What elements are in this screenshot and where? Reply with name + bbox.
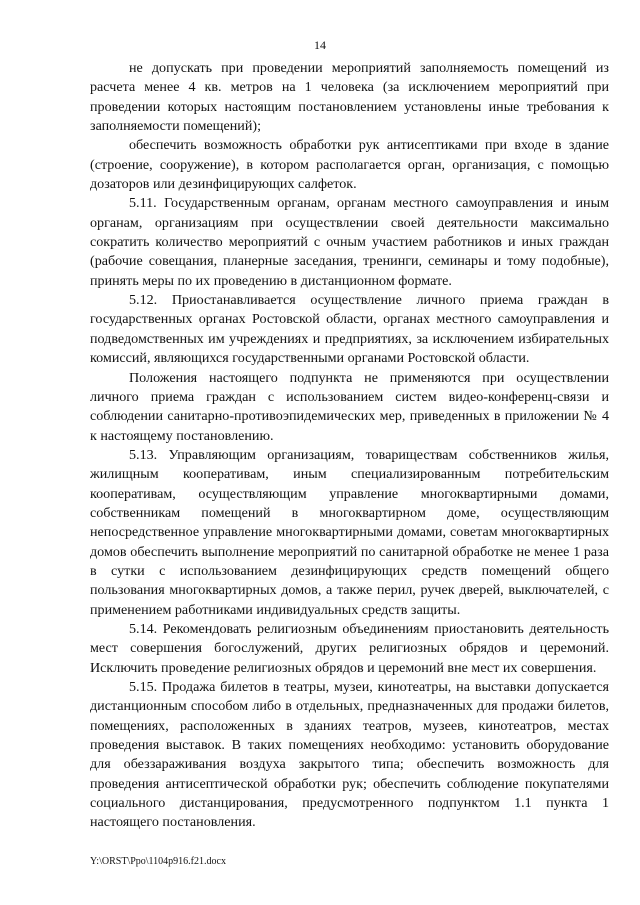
footer-file-path: Y:\ORST\Ppo\1104p916.f21.docx <box>90 856 226 867</box>
page-number: 14 <box>314 38 326 52</box>
paragraph-5-13: 5.13. Управляющим организациям, товариществам собственников жилья, жилищным кооперативам, иным специализированным потребительским кооперативам, осуществляющим управление многоквартирными домами, собственникам помещений в многоквартирном доме, осуществляющим непосредственное управление многоквартирными домами, советам многоквартирных домов обеспечить выполнение мероприятий по санитарной обработке не менее 1 раза в сутки с использованием дезинфицирующих средств помещений общего пользования многоквартирных домов, а также перил, ручек дверей, выключателей, с применением работниками индивидуальных средств защиты. <box>90 446 609 618</box>
paragraph-5-12-exception: Положения настоящего подпункта не применяются при осуществлении личного приема граждан с использованием систем видео-конференц-связи и соблюдении санитарно-противоэпидемических мер, приведенных в приложении № 4 к настоящему постановлению. <box>90 369 609 444</box>
paragraph-antiseptics: обеспечить возможность обработки рук антисептиками при входе в здание (строение, сооружение), в котором располагается орган, организация, с помощью дозаторов или дезинфицирующих салфеток. <box>90 137 609 193</box>
paragraph-occupancy: не допускать при проведении мероприятий заполняемость помещений из расчета менее 4 кв. метров на 1 человека (за исключением мероприятий при проведении которых настоящим постановлением установлены иные требования к заполняемости помещений); <box>90 60 609 135</box>
paragraph-5-11: 5.11. Государственным органам, органам местного самоуправления и иным органам, организациям при осуществлении своей деятельности максимально сократить количество мероприятий с очным участием работников и иных граждан (рабочие совещания, планерные заседания, тренинги, семинары и тому подобные), принять меры по их проведению в дистанционном формате. <box>90 195 609 289</box>
paragraph-5-14: 5.14. Рекомендовать религиозным объединениям приостановить деятельность мест совершения богослужений, других религиозных обрядов и церемоний. Исключить проведение религиозных обрядов и церемоний вне мест их совершения. <box>90 620 609 676</box>
paragraph-5-15: 5.15. Продажа билетов в театры, музеи, кинотеатры, на выставки допускается дистанционным способом либо в отдельных, предназначенных для продажи билетов, помещениях, расположенных в зданиях театров, музеев, кинотеатров, местах проведения выставок. В таких помещениях необходимо: установить оборудование для обеззараживания воздуха закрытого типа; обеспечить возможность для проведения антисептической обработки рук; обеспечить соблюдение покупателями социального дистанцирования, предусмотренного подпунктом 1.1 пункта 1 настоящего постановления. <box>90 679 609 831</box>
paragraph-5-12: 5.12. Приостанавливается осуществление личного приема граждан в государственных органах Ростовской области, органах местного самоуправления и подведомственных им учреждениях и предприятиях, за исключением избирательных комиссий, являющихся государственными органами Ростовской области. <box>90 292 609 367</box>
document-body <box>90 59 609 833</box>
